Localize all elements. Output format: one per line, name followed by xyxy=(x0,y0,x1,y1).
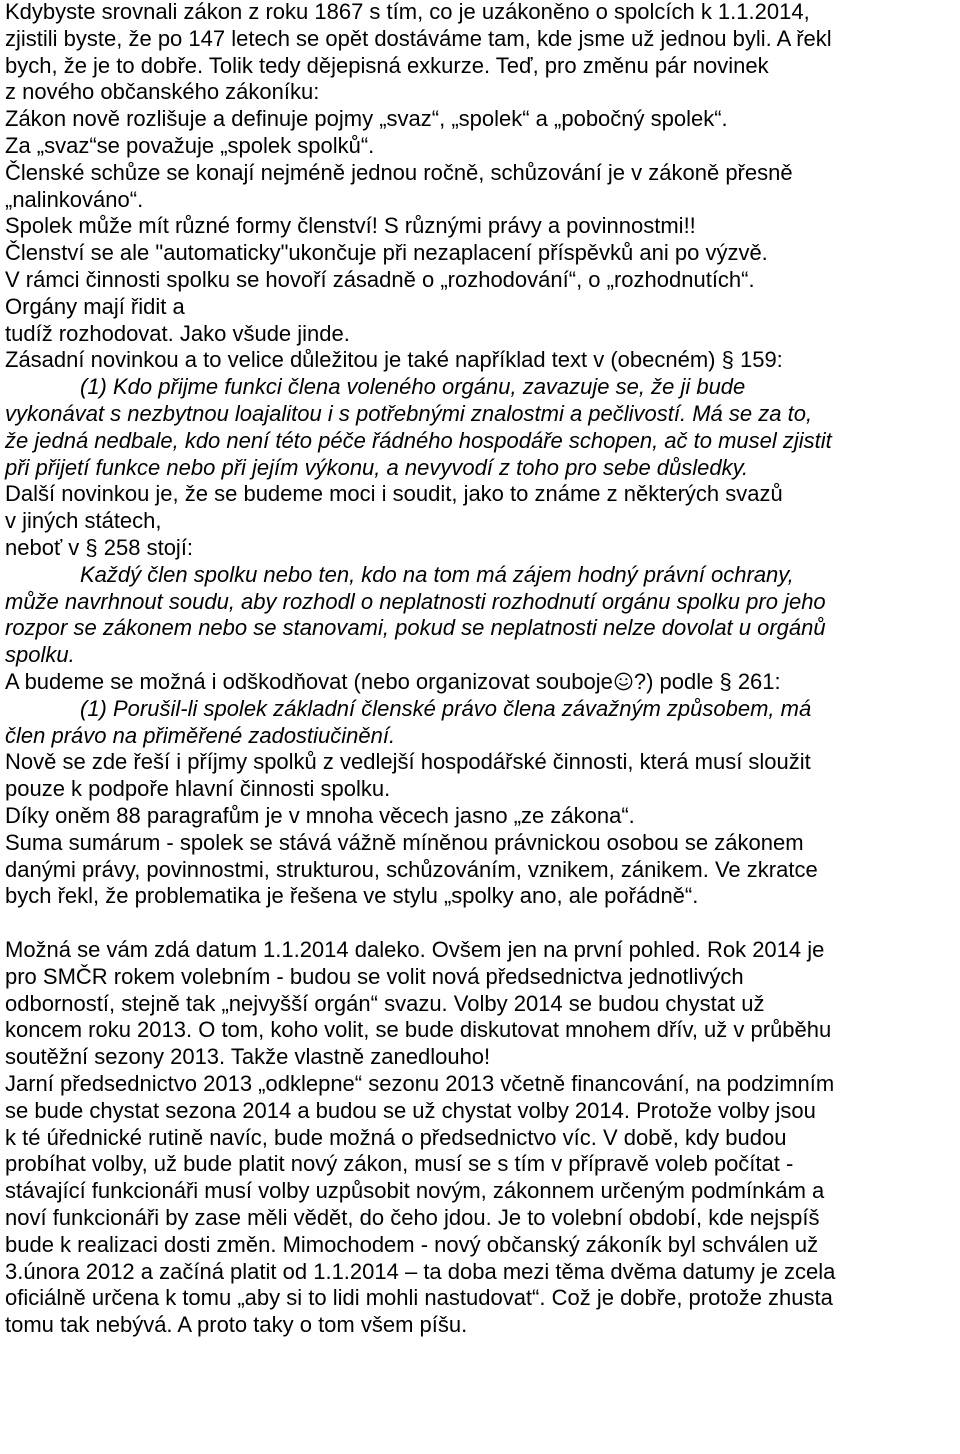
text-line: Členství se ale "automaticky"ukončuje při nezaplacení příspěvků ani po výzvě. xyxy=(5,240,768,266)
text-line: Zákon nově rozlišuje a definuje pojmy „svaz“, „spolek“ a „pobočný spolek“. xyxy=(5,106,728,132)
text-line: Možná se vám zdá datum 1.1.2014 daleko. Ovšem jen na první pohled. Rok 2014 je xyxy=(5,937,825,963)
text-line: oficiálně určena k tomu „aby si to lidi mohli nastudovat“. Což je dobře, protože zhusta xyxy=(5,1285,833,1311)
text-line: Jarní předsednictvo 2013 „odklepne“ sezonu 2013 včetně financování, na podzimním xyxy=(5,1071,835,1097)
quoted-law-line: (1) Kdo přijme funkci člena voleného orgánu, zavazuje se, že ji bude xyxy=(80,374,746,400)
text-line: Za „svaz“se považuje „spolek spolků“. xyxy=(5,132,375,158)
text-line: stávající funkcionáři musí volby uzpůsobit novým, zákonnem určeným podmínkám a xyxy=(5,1178,825,1204)
text-segment: A budeme se možná i odškodňovat (nebo organizovat souboje xyxy=(5,668,613,694)
text-line: neboť v § 258 stojí: xyxy=(5,534,194,560)
quoted-law-line: rozpor se zákonem nebo se stanovami, pokud se neplatnosti nelze dovolat u orgánů xyxy=(5,615,826,641)
text-line: Nově se zde řeší i příjmy spolků z vedlejší hospodářské činnosti, která musí sloužit xyxy=(5,749,811,775)
text-line: Zásadní novinkou a to velice důležitou je také například text v (obecném) § 159: xyxy=(5,347,783,373)
text-line: bych řekl, že problematika je řešena ve stylu „spolky ano, ale pořádně“. xyxy=(5,883,699,909)
quoted-law-line: spolku. xyxy=(5,642,75,668)
quoted-law-line: může navrhnout soudu, aby rozhodl o neplatnosti rozhodnutí orgánu spolku pro jeho xyxy=(5,588,826,614)
text-line: soutěžní sezony 2013. Takže vlastně zanedlouho! xyxy=(5,1044,491,1070)
text-line: Další novinkou je, že se budeme moci i soudit, jako to známe z některých svazů xyxy=(5,481,783,507)
text-line: bych, že je to dobře. Tolik tedy dějepisná exkurze. Teď, pro změnu pár novinek xyxy=(5,52,769,78)
quoted-law-line: že jedná nedbale, kdo není této péče řádného hospodáře schopen, ač to musel zjistit xyxy=(5,427,832,453)
text-line: tudíž rozhodovat. Jako všude jinde. xyxy=(5,320,350,346)
text-segment: ?) podle § 261: xyxy=(633,668,781,694)
text-line: probíhat volby, už bude platit nový zákon, musí se s tím v přípravě voleb počítat - xyxy=(5,1151,794,1177)
text-line: se bude chystat sezona 2014 a budou se už chystat volby 2014. Protože volby jsou xyxy=(5,1097,816,1123)
text-line: koncem roku 2013. O tom, koho volit, se bude diskutovat mnohem dřív, už v průběhu xyxy=(5,1017,832,1043)
text-line: danými právy, povinnostmi, strukturou, schůzováním, vznikem, zánikem. Ve zkratce xyxy=(5,856,818,882)
quoted-law-line: při přijetí funkce nebo při jejím výkonu, a nevyvodí z toho pro sebe důsledky. xyxy=(5,454,749,480)
text-line: pro SMČR rokem volebním - budou se volit nová předsednictva jednotlivých xyxy=(5,963,744,989)
text-line: Členské schůze se konají nejméně jednou ročně, schůzování je v zákoně přesně xyxy=(5,159,793,185)
text-line: Díky oněm 88 paragrafům je v mnoha věcech jasno „ze zákona“. xyxy=(5,802,635,828)
text-line: Suma sumárum - spolek se stává vážně míněnou právnickou osobou se zákonem xyxy=(5,829,804,855)
text-line: noví funkcionáři by zase měli vědět, do čeho jdou. Je to volební období, kde nejspíš xyxy=(5,1205,820,1231)
text-line: zjistili byste, že po 147 letech se opět dostáváme tam, kde jsme už jednou byli. A řekl xyxy=(5,25,832,51)
text-line: tomu tak nebývá. A proto taky o tom všem píšu. xyxy=(5,1312,468,1338)
text-line: V rámci činnosti spolku se hovoří zásadně o „rozhodování“, o „rozhodnutích“. xyxy=(5,266,755,292)
text-line: Kdybyste srovnali zákon z roku 1867 s tím, co je uzákoněno o spolcích k 1.1.2014, xyxy=(5,0,810,24)
document-body xyxy=(5,0,957,1339)
quoted-law-line: vykonávat s nezbytnou loajalitou i s potřebnými znalostmi a pečlivostí. Má se za to, xyxy=(5,400,813,426)
text-line: k té úřednické rutině navíc, bude možná o předsednictvo víc. V době, kdy budou xyxy=(5,1124,787,1150)
text-line: „nalinkováno“. xyxy=(5,186,144,212)
quoted-law-line: člen právo na přiměřené zadostiučinění. xyxy=(5,722,396,748)
paragraph-gap xyxy=(5,910,957,937)
smiley-face-icon xyxy=(614,672,633,691)
text-line: z nového občanského zákoníku: xyxy=(5,79,320,105)
text-line: bude k realizaci dosti změn. Mimochodem - nový občanský zákoník byl schválen už xyxy=(5,1231,819,1257)
text-line: Spolek může mít různé formy členství! S různými právy a povinnostmi!! xyxy=(5,213,696,239)
quoted-law-line: (1) Porušil-li spolek základní členské právo člena závažným způsobem, má xyxy=(80,695,812,721)
text-line: Orgány mají řidit a xyxy=(5,293,185,319)
quoted-law-line: Každý člen spolku nebo ten, kdo na tom má zájem hodný právní ochrany, xyxy=(80,561,794,587)
text-line xyxy=(5,669,957,696)
text-line: v jiných státech, xyxy=(5,508,162,534)
text-line: 3.února 2012 a začíná platit od 1.1.2014 – ta doba mezi těma dvěma datumy je zcela xyxy=(5,1258,836,1284)
text-line: pouze k podpoře hlavní činnosti spolku. xyxy=(5,776,391,802)
text-line: odborností, stejně tak „nejvyšší orgán“ svazu. Volby 2014 se budou chystat už xyxy=(5,990,765,1016)
